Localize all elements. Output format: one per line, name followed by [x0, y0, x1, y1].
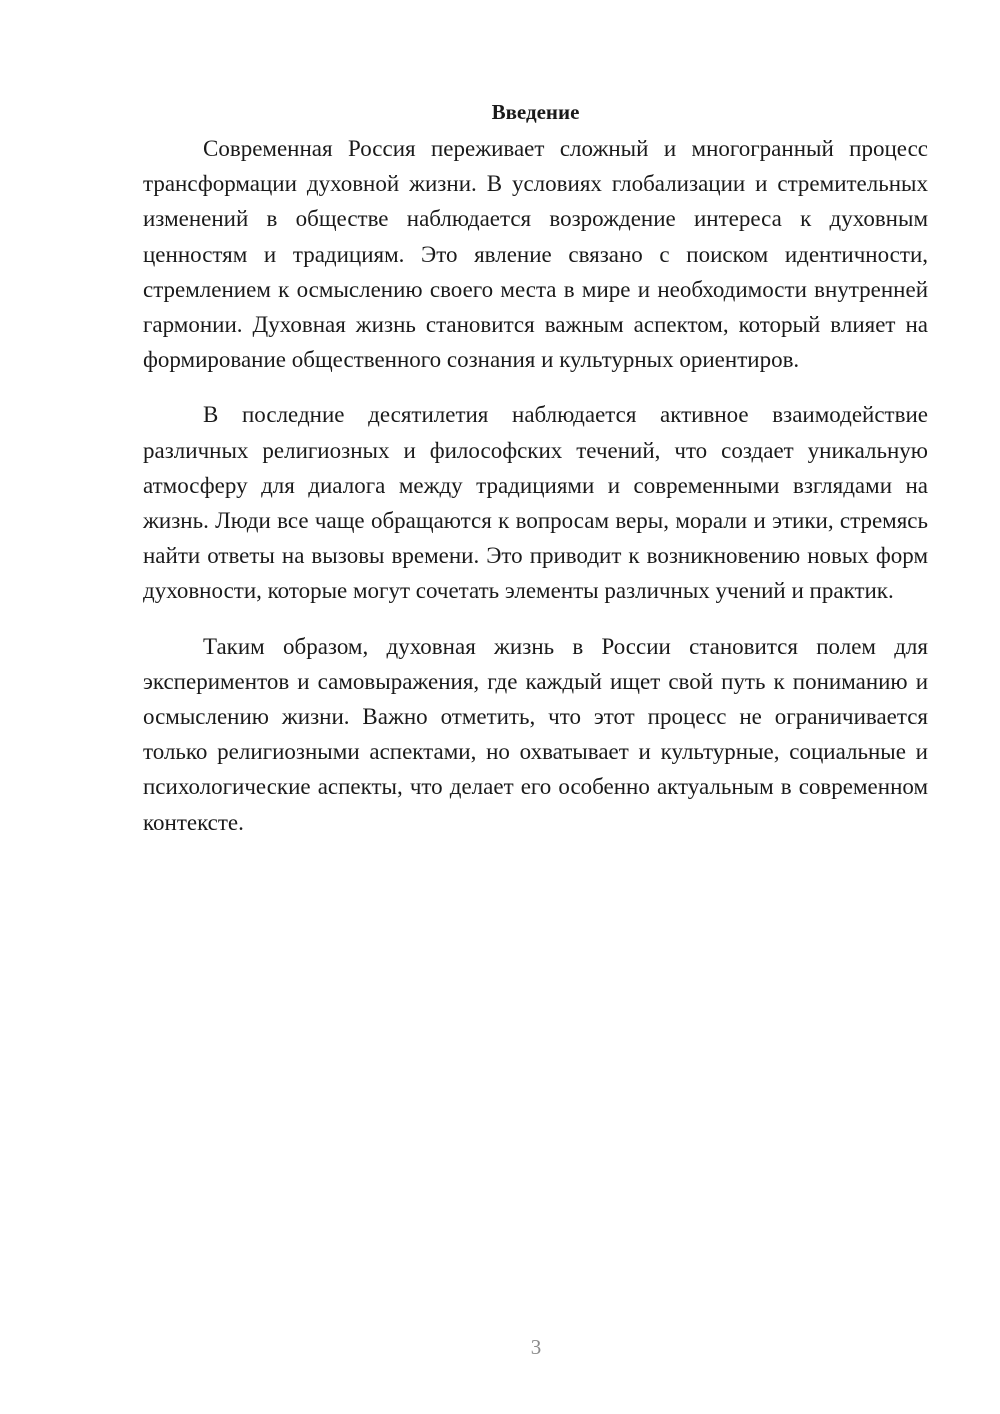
- page-number: 3: [530, 1335, 542, 1359]
- paragraph-3: Таким образом, духовная жизнь в России становится полем для экспериментов и самовыражения, где каждый ищет свой путь к пониманию и осмыслению жизни. Важно отметить, что этот процесс не ограничивается только религиозными аспектами, но охватывает и культурные, социальные и психологические аспекты, что делает его особенно актуальным в современном контексте.: [143, 633, 928, 835]
- paragraph-2: В последние десятилетия наблюдается активное взаимодействие различных религиозных и философских течений, что создает уникальную атмосферу для диалога между традициями и современными взглядами на жизнь. Люди все чаще обращаются к вопросам веры, морали и этики, стремясь найти ответы на вызовы времени. Это приводит к возникновению новых форм духовности, которые могут сочетать элементы различных учений и практик.: [143, 402, 928, 604]
- page-body: [143, 97, 928, 860]
- section-heading: Введение: [491, 100, 580, 124]
- paragraph-1: Современная Россия переживает сложный и многогранный процесс трансформации духовной жизни. В условиях глобализации и стремительных изменений в обществе наблюдается возрождение интереса к духовным ценностям и традициям. Это явление связано с поиском идентичности, стремлением к осмыслению своего места в мире и необходимости внутренней гармонии. Духовная жизнь становится важным аспектом, который влияет на формирование общественного сознания и культурных ориентиров.: [143, 136, 928, 373]
